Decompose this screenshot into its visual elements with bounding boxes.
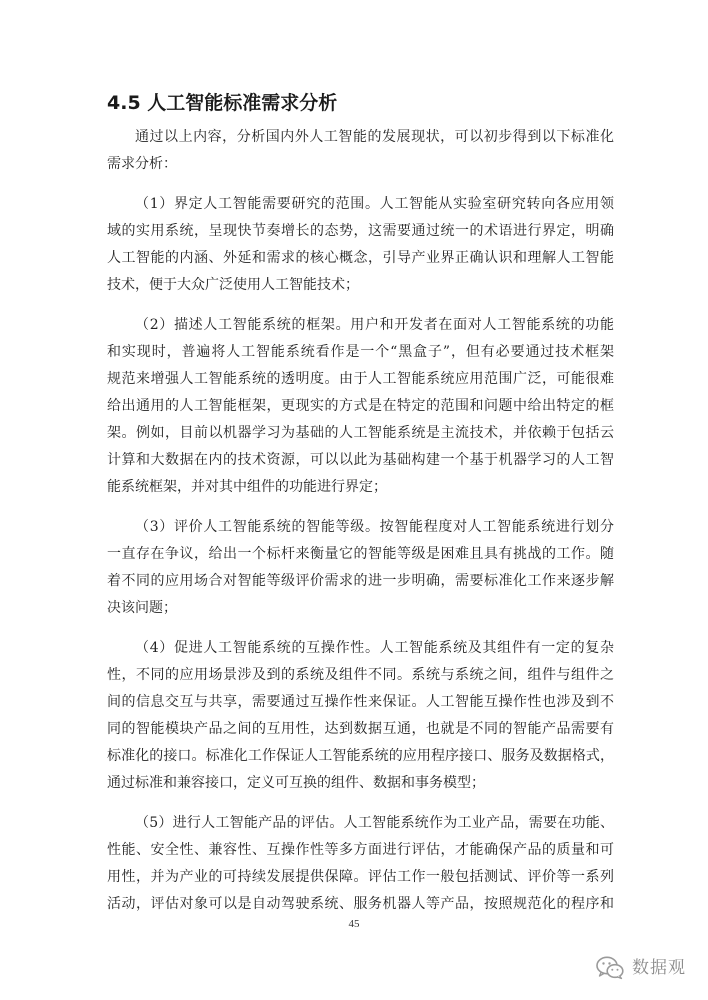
text-line: 规范来增强人工智能系统的透明度。由于人工智能系统应用范围广泛，可能很难 — [107, 370, 614, 387]
paragraph-item-5 — [107, 810, 614, 918]
text-line: 通过以上内容，分析国内外人工智能的发展现状，可以初步得到以下标准化 — [135, 128, 614, 145]
text-line: （1）界定人工智能需要研究的范围。人工智能从实验室研究转向各应用领 — [135, 195, 614, 212]
page-number: 45 — [348, 918, 360, 930]
paragraph-item-2 — [107, 312, 614, 501]
text-line: 性能、安全性、兼容性、互操作性等多方面进行评估，才能确保产品的质量和可 — [107, 841, 614, 858]
text-line: （2）描述人工智能系统的框架。用户和开发者在面对人工智能系统的功能 — [135, 316, 614, 333]
text-line: （4）促进人工智能系统的互操作性。人工智能系统及其组件有一定的复杂 — [135, 639, 614, 656]
text-line: 给出通用的人工智能框架，更现实的方式是在特定的范围和问题中给出特定的框 — [107, 397, 614, 414]
paragraph-item-3 — [107, 514, 614, 622]
text-line: 能系统框架，并对其中组件的功能进行界定； — [107, 478, 387, 495]
text-line: 一直存在争议，给出一个标杆来衡量它的智能等级是困难且具有挑战的工作。随 — [107, 545, 614, 562]
text-line: 架。例如，目前以机器学习为基础的人工智能系统是主流技术，并依赖于包括云 — [107, 424, 614, 441]
text-line: 活动，评估对象可以是自动驾驶系统、服务机器人等产品，按照规范化的程序和 — [107, 895, 614, 912]
text-line: 标准化的接口。标准化工作保证人工智能系统的应用程序接口、服务及数据格式， — [107, 747, 614, 764]
text-line: 需求分析： — [107, 155, 177, 172]
text-line: 技术，便于大众广泛使用人工智能技术； — [107, 276, 359, 293]
watermark-text: 数据观 — [632, 958, 686, 978]
paragraph-intro — [107, 124, 614, 178]
text-line: 人工智能的内涵、外延和需求的核心概念，引导产业界正确认识和理解人工智能 — [107, 249, 614, 266]
text-line: 决该问题； — [107, 599, 177, 616]
text-line: 通过标准和兼容接口，定义可互换的组件、数据和事务模型； — [107, 774, 485, 791]
text-line: 域的实用系统，呈现快节奏增长的态势，这需要通过统一的术语进行界定，明确 — [107, 222, 614, 239]
document-body — [107, 124, 614, 918]
text-line: 计算和大数据在内的技术资源，可以以此为基础构建一个基于机器学习的人工智 — [107, 451, 614, 468]
wechat-icon — [596, 956, 624, 980]
watermark — [596, 954, 686, 982]
section-heading: 4.5 人工智能标准需求分析 — [107, 92, 338, 114]
text-line: （5）进行人工智能产品的评估。人工智能系统作为工业产品，需要在功能、 — [135, 814, 614, 831]
text-line: 和实现时，普遍将人工智能系统看作是一个“黑盒子”，但有必要通过技术框架 — [107, 343, 614, 360]
text-line: 性，不同的应用场景涉及到的系统及组件不同。系统与系统之间，组件与组件之 — [107, 666, 614, 683]
paragraph-item-4 — [107, 635, 614, 797]
text-line: （3）评价人工智能系统的智能等级。按智能程度对人工智能系统进行划分 — [135, 518, 614, 535]
paragraph-item-1 — [107, 191, 614, 299]
text-line: 着不同的应用场合对智能等级评价需求的进一步明确，需要标准化工作来逐步解 — [107, 572, 614, 589]
text-line: 同的智能模块产品之间的互用性，达到数据互通，也就是不同的智能产品需要有 — [107, 720, 614, 737]
text-line: 间的信息交互与共享，需要通过互操作性来保证。人工智能互操作性也涉及到不 — [107, 693, 614, 710]
text-line: 用性，并为产业的可持续发展提供保障。评估工作一般包括测试、评价等一系列 — [107, 868, 614, 885]
